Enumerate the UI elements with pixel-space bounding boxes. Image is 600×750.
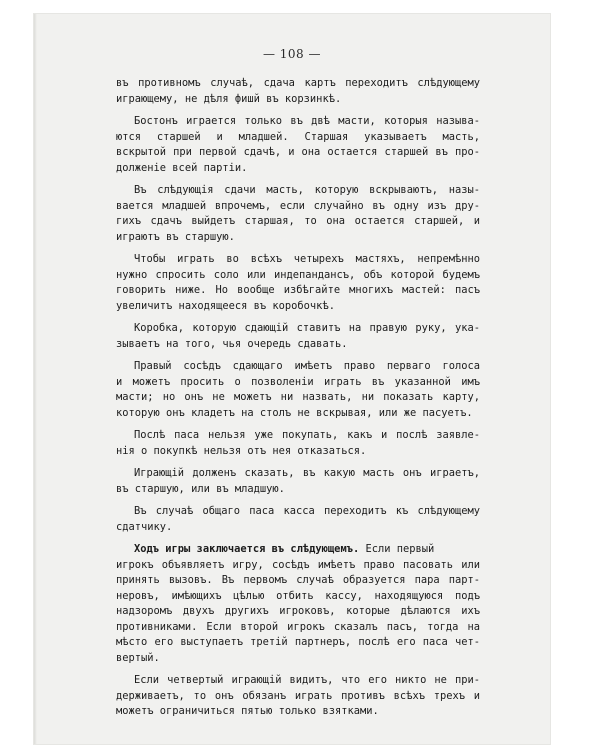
- text-line: Правый сосѣдъ сдающаго имѣетъ право перваго голоса: [134, 360, 480, 372]
- text-line: вертый.: [116, 651, 160, 664]
- book-page: [34, 14, 550, 744]
- text-line: говорить ниже. Но вообще избѣгайте многихъ мастей: пасъ: [116, 284, 480, 296]
- text-line: Играющій долженъ сказать, въ какую масть онъ играетъ,: [134, 467, 480, 479]
- paragraph: [116, 542, 480, 666]
- text-line: которую онъ кладетъ на столъ не вскрывая, или же пасуетъ.: [116, 406, 473, 419]
- text-line: вскрытой при первой сдачѣ, и она остается старшей въ про-: [116, 146, 480, 158]
- text-line: играющему, не дѣля фишй въ корзинкѣ.: [116, 92, 342, 105]
- text-line: держиваетъ, то онъ обязанъ играть противъ всѣхъ трехъ и: [116, 689, 480, 702]
- text-line: неровъ, имѣющихъ цѣлью отбить кассу, находящуюся подъ: [116, 589, 480, 602]
- text-line: Въ случаѣ общаго паса касса переходитъ къ слѣдующему: [134, 505, 480, 517]
- text-line: въ старшую, или въ младшую.: [116, 482, 285, 495]
- text-line: увеличитъ находящееся въ коробочкѣ.: [116, 299, 335, 312]
- text-line: можетъ ограничиться пятью только взятками.: [116, 705, 379, 717]
- text-line: долженіе всей партіи.: [116, 161, 248, 174]
- page-edge-shadow: [34, 14, 37, 744]
- text-line: Коробка, которую сдающій ставитъ на правую руку, ука-: [134, 322, 480, 334]
- paragraph: [116, 76, 480, 107]
- text-line: нужно спросить соло или индепандансъ, объ которой будемъ: [116, 268, 480, 281]
- text-line: зываетъ на того, чья очередь сдавать.: [116, 337, 348, 350]
- text-line: вается младшей впрочемъ, если случайно въ одну изъ дру-: [116, 199, 480, 212]
- text-line: масти; но онъ не можетъ ни назвать, ни показать карту,: [116, 391, 480, 403]
- text-line: Чтобы играть во всѣхъ четырехъ мастяхъ, непремѣнно: [134, 253, 480, 265]
- page-body: [116, 76, 480, 727]
- paragraph: [116, 504, 480, 535]
- text-line: принять вызовъ. Въ первомъ случаѣ образуется пара парт-: [116, 574, 480, 586]
- text-line: и можетъ просить о позволеніи играть въ указанной имъ: [116, 375, 480, 388]
- text-line: гихъ сдачъ выйдетъ старшая, то она остается старшей, и: [116, 215, 480, 227]
- text-line: мѣсто его выступаетъ третій партнеръ, послѣ его паса чет-: [116, 636, 480, 648]
- paragraph: [116, 183, 480, 245]
- text-line: надзоромъ двухъ другихъ игроковъ, которые дѣлаются ихъ: [116, 605, 480, 617]
- paragraph: [116, 252, 480, 314]
- text-line: противниками. Если второй игрокъ сказалъ пасъ, тогда на: [116, 620, 480, 633]
- text-line: Бостонъ играется только въ двѣ масти, которыя называ-: [134, 115, 480, 127]
- text-line: сдатчику.: [116, 520, 173, 533]
- text-line: Если четвертый играющій видитъ, что его никто не при-: [134, 674, 480, 686]
- text-line: въ противномъ случаѣ, сдача картъ переходитъ слѣдующему: [116, 77, 480, 89]
- text-line: игрокъ объявляетъ игру, сосѣдъ имѣетъ право пасовать или: [116, 558, 480, 571]
- text-line: нія о покупкѣ нельзя отъ нея отказаться.: [116, 444, 367, 457]
- text-line: Послѣ паса нельзя уже покупать, какъ и послѣ заявле-: [134, 429, 480, 441]
- text-line: ются старшей и младшей. Старшая указываетъ масть,: [116, 130, 480, 143]
- paragraph: [116, 673, 480, 720]
- paragraph: [116, 359, 480, 421]
- paragraph: [116, 321, 480, 352]
- bold-lead-phrase: Ходъ игры заключается въ слѣдующемъ.: [134, 543, 360, 555]
- paragraph: [116, 428, 480, 459]
- paragraph: [116, 466, 480, 497]
- text-line: Въ слѣдующія сдачи масть, которую вскрываютъ, назы-: [134, 184, 480, 196]
- text-line: играютъ въ старшую.: [116, 230, 235, 243]
- text-line: Ходъ игры заключается въ слѣдующемъ. Если первый: [134, 543, 435, 555]
- paragraph: [116, 114, 480, 176]
- page-number: — 108 —: [262, 47, 322, 61]
